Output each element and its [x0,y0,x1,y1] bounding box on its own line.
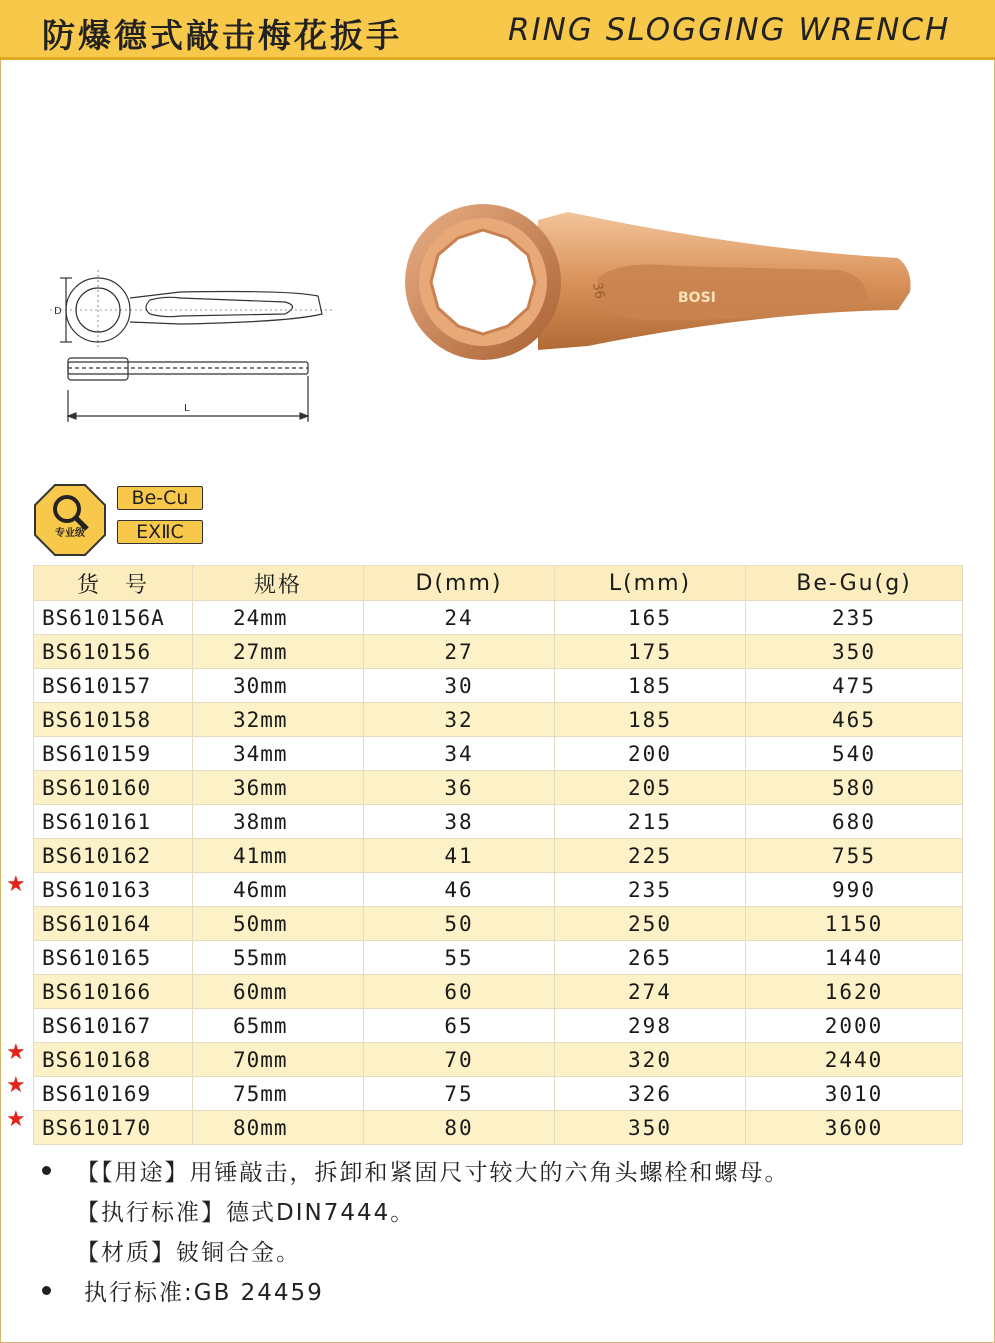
header-spec: 规格 [193,566,364,601]
l-cell: 225 [555,839,746,873]
l-cell: 350 [555,1111,746,1145]
d-cell: 24 [364,601,555,635]
l-cell: 185 [555,703,746,737]
item-no-cell: BS610163 [34,873,193,907]
l-cell: 185 [555,669,746,703]
item-no-cell: BS610170 [34,1111,193,1145]
l-cell: 200 [555,737,746,771]
d-cell: 70 [364,1043,555,1077]
l-cell: 165 [555,601,746,635]
l-cell: 326 [555,1077,746,1111]
photo-brand: BOSI [678,290,716,306]
table-row [34,1043,963,1077]
title-bar [0,0,995,60]
bullet-icon [42,1166,51,1175]
l-cell: 205 [555,771,746,805]
item-no-cell: BS610165 [34,941,193,975]
spec-cell: 70mm [193,1043,364,1077]
item-no-cell: BS610164 [34,907,193,941]
spec-cell: 46mm [193,873,364,907]
d-cell: 65 [364,1009,555,1043]
l-cell: 235 [555,873,746,907]
l-cell: 298 [555,1009,746,1043]
note-usage: 【【用途】用锤敲击，拆卸和紧固尺寸较大的六角头螺栓和螺母。 [76,1160,790,1186]
item-no-cell: BS610167 [34,1009,193,1043]
explosion-class-tag: EXⅡC [117,520,203,544]
table-row [34,941,963,975]
weight-cell: 3010 [746,1077,963,1111]
spec-cell: 38mm [193,805,364,839]
item-no-cell: BS610158 [34,703,193,737]
item-no-cell: BS610157 [34,669,193,703]
photo-size-mark: 36 [589,281,607,301]
weight-cell: 990 [746,873,963,907]
table-row [34,669,963,703]
d-cell: 34 [364,737,555,771]
spec-cell: 50mm [193,907,364,941]
note-gb-standard: 执行标准:GB 24459 [84,1280,324,1306]
table-header-row [34,566,963,601]
spec-cell: 32mm [193,703,364,737]
table-row [34,873,963,907]
table-row [34,1009,963,1043]
table-row [34,839,963,873]
weight-cell: 540 [746,737,963,771]
spec-cell: 36mm [193,771,364,805]
spec-cell: 80mm [193,1111,364,1145]
l-cell: 250 [555,907,746,941]
header-weight: Be-Gu(g) [746,566,963,601]
d-cell: 46 [364,873,555,907]
weight-cell: 475 [746,669,963,703]
spec-cell: 34mm [193,737,364,771]
wrench-photo [398,200,928,380]
weight-cell: 235 [746,601,963,635]
star-icon: ★ [6,1073,26,1099]
spec-table [33,565,963,1145]
table-row [34,771,963,805]
table-row [34,1111,963,1145]
header-l: L(mm) [555,566,746,601]
spec-cell: 27mm [193,635,364,669]
weight-cell: 1440 [746,941,963,975]
header-d: D(mm) [364,566,555,601]
table-row [34,601,963,635]
item-no-cell: BS610168 [34,1043,193,1077]
weight-cell: 2440 [746,1043,963,1077]
spec-cell: 24mm [193,601,364,635]
item-no-cell: BS610156 [34,635,193,669]
table-row [34,1077,963,1111]
l-cell: 320 [555,1043,746,1077]
d-cell: 50 [364,907,555,941]
item-no-cell: BS610160 [34,771,193,805]
d-cell: 60 [364,975,555,1009]
item-no-cell: BS610156A [34,601,193,635]
d-cell: 36 [364,771,555,805]
d-cell: 75 [364,1077,555,1111]
spec-cell: 65mm [193,1009,364,1043]
d-cell: 38 [364,805,555,839]
weight-cell: 755 [746,839,963,873]
note-standard: 【执行标准】德式DIN7444。 [76,1200,416,1226]
star-icon: ★ [6,1039,26,1065]
item-no-cell: BS610166 [34,975,193,1009]
d-cell: 41 [364,839,555,873]
weight-cell: 350 [746,635,963,669]
l-cell: 274 [555,975,746,1009]
spec-cell: 75mm [193,1077,364,1111]
star-icon: ★ [6,1107,26,1132]
d-cell: 27 [364,635,555,669]
d-cell: 55 [364,941,555,975]
item-no-cell: BS610169 [34,1077,193,1111]
spec-cell: 55mm [193,941,364,975]
d-cell: 80 [364,1111,555,1145]
l-cell: 175 [555,635,746,669]
table-row [34,703,963,737]
dimension-l-label: L [184,403,190,414]
title-chinese: 防爆德式敲击梅花扳手 [42,16,402,55]
spec-cell: 30mm [193,669,364,703]
weight-cell: 580 [746,771,963,805]
bullet-icon [42,1286,51,1295]
l-cell: 265 [555,941,746,975]
star-icon: ★ [6,871,26,897]
technical-drawing [50,270,340,430]
table-row [34,805,963,839]
weight-cell: 465 [746,703,963,737]
table-row [34,907,963,941]
table-row [34,737,963,771]
weight-cell: 2000 [746,1009,963,1043]
table-row [34,635,963,669]
title-english: RING SLOGGING WRENCH [508,12,951,48]
weight-cell: 3600 [746,1111,963,1145]
spec-cell: 41mm [193,839,364,873]
header-item-no: 货 号 [34,566,193,601]
material-tag: Be-Cu [117,486,203,510]
dimension-d-label: D [54,306,62,317]
d-cell: 30 [364,669,555,703]
grade-label: 专业级 [55,528,85,539]
item-no-cell: BS610161 [34,805,193,839]
professional-grade-icon [33,483,107,557]
spec-cell: 60mm [193,975,364,1009]
weight-cell: 1150 [746,907,963,941]
note-material: 【材质】铍铜合金。 [76,1240,301,1266]
l-cell: 215 [555,805,746,839]
table-row [34,975,963,1009]
item-no-cell: BS610159 [34,737,193,771]
d-cell: 32 [364,703,555,737]
item-no-cell: BS610162 [34,839,193,873]
weight-cell: 1620 [746,975,963,1009]
weight-cell: 680 [746,805,963,839]
